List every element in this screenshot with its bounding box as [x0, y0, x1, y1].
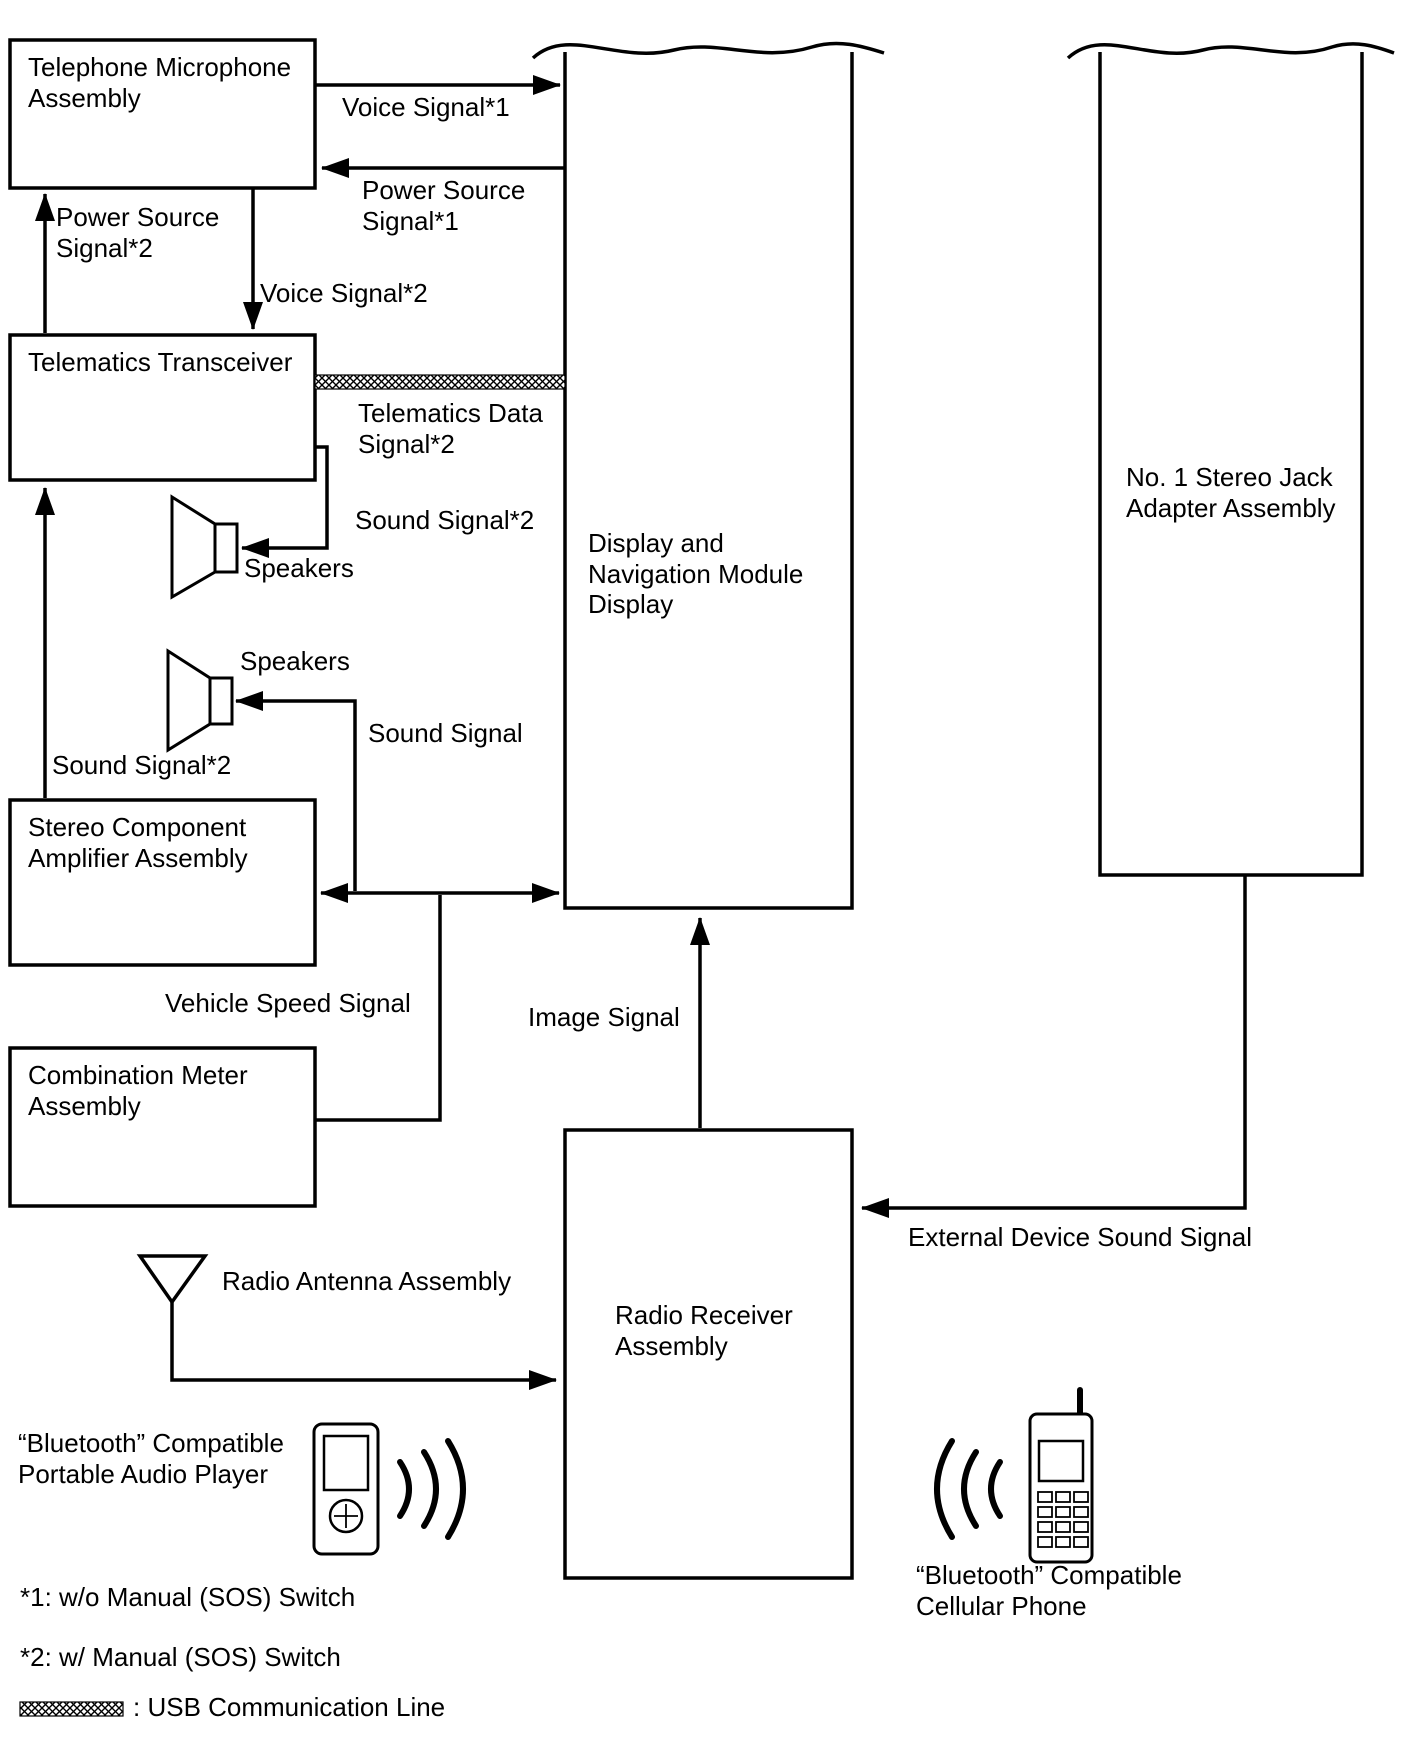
telematics-data-signal-2-label: Telematics Data Signal*2 — [358, 398, 543, 459]
speaker-top-icon — [172, 497, 237, 597]
stereo-amplifier-label: Stereo Component Amplifier Assembly — [28, 812, 248, 873]
combination-meter-label: Combination Meter Assembly — [28, 1060, 248, 1121]
radio-receiver-label: Radio Receiver Assembly — [615, 1300, 793, 1361]
audio-player-sound-waves-icon — [400, 1441, 463, 1537]
external-device-sound-signal-label: External Device Sound Signal — [908, 1222, 1252, 1252]
bt-cellular-phone-label: “Bluetooth” Compatible Cellular Phone — [916, 1560, 1182, 1621]
speaker-bottom-icon — [168, 651, 232, 750]
bt-audio-player-label: “Bluetooth” Compatible Portable Audio Player — [18, 1428, 284, 1489]
usb-legend-label: : USB Communication Line — [133, 1692, 446, 1722]
cellular-phone-sound-waves-icon — [937, 1441, 1000, 1537]
telematics-transceiver-label: Telematics Transceiver — [28, 347, 293, 377]
audio-player-icon — [314, 1424, 378, 1554]
voice-signal-2-label: Voice Signal*2 — [260, 278, 428, 308]
image-signal-label: Image Signal — [528, 1002, 680, 1032]
usb-legend-swatch-icon — [20, 1702, 123, 1716]
power-source-signal-2-label: Power Source Signal*2 — [56, 202, 220, 263]
stereo-jack-adapter-label: No. 1 Stereo Jack Adapter Assembly — [1126, 462, 1336, 523]
vehicle-speed-signal-label: Vehicle Speed Signal — [165, 988, 411, 1018]
stereo-jack-adapter-box — [1068, 44, 1394, 875]
display-nav-module-box — [533, 43, 884, 908]
speakers-bottom-label: Speakers — [240, 646, 350, 676]
usb-communication-line — [315, 375, 565, 389]
radio-antenna-label: Radio Antenna Assembly — [222, 1266, 512, 1296]
footnote-2: *2: w/ Manual (SOS) Switch — [20, 1642, 341, 1672]
display-nav-module-label: Display and Navigation Module Display — [588, 528, 804, 620]
voice-signal-1-label: Voice Signal*1 — [342, 92, 510, 122]
antenna-signal-arrow — [172, 1302, 556, 1380]
speakers-top-label: Speakers — [244, 553, 354, 583]
power-source-signal-1-label: Power Source Signal*1 — [362, 175, 526, 236]
cellular-phone-icon — [1030, 1390, 1092, 1562]
sound-signal-2-amplifier-label: Sound Signal*2 — [52, 750, 232, 780]
sound-signal-label: Sound Signal — [368, 718, 523, 748]
sound-signal-2-speaker-label: Sound Signal*2 — [355, 505, 535, 535]
external-device-sound-signal-arrow — [862, 875, 1245, 1208]
telephone-microphone-label: Telephone Microphone Assembly — [28, 52, 292, 113]
footnote-1: *1: w/o Manual (SOS) Switch — [20, 1582, 356, 1612]
radio-antenna-icon — [140, 1256, 205, 1302]
